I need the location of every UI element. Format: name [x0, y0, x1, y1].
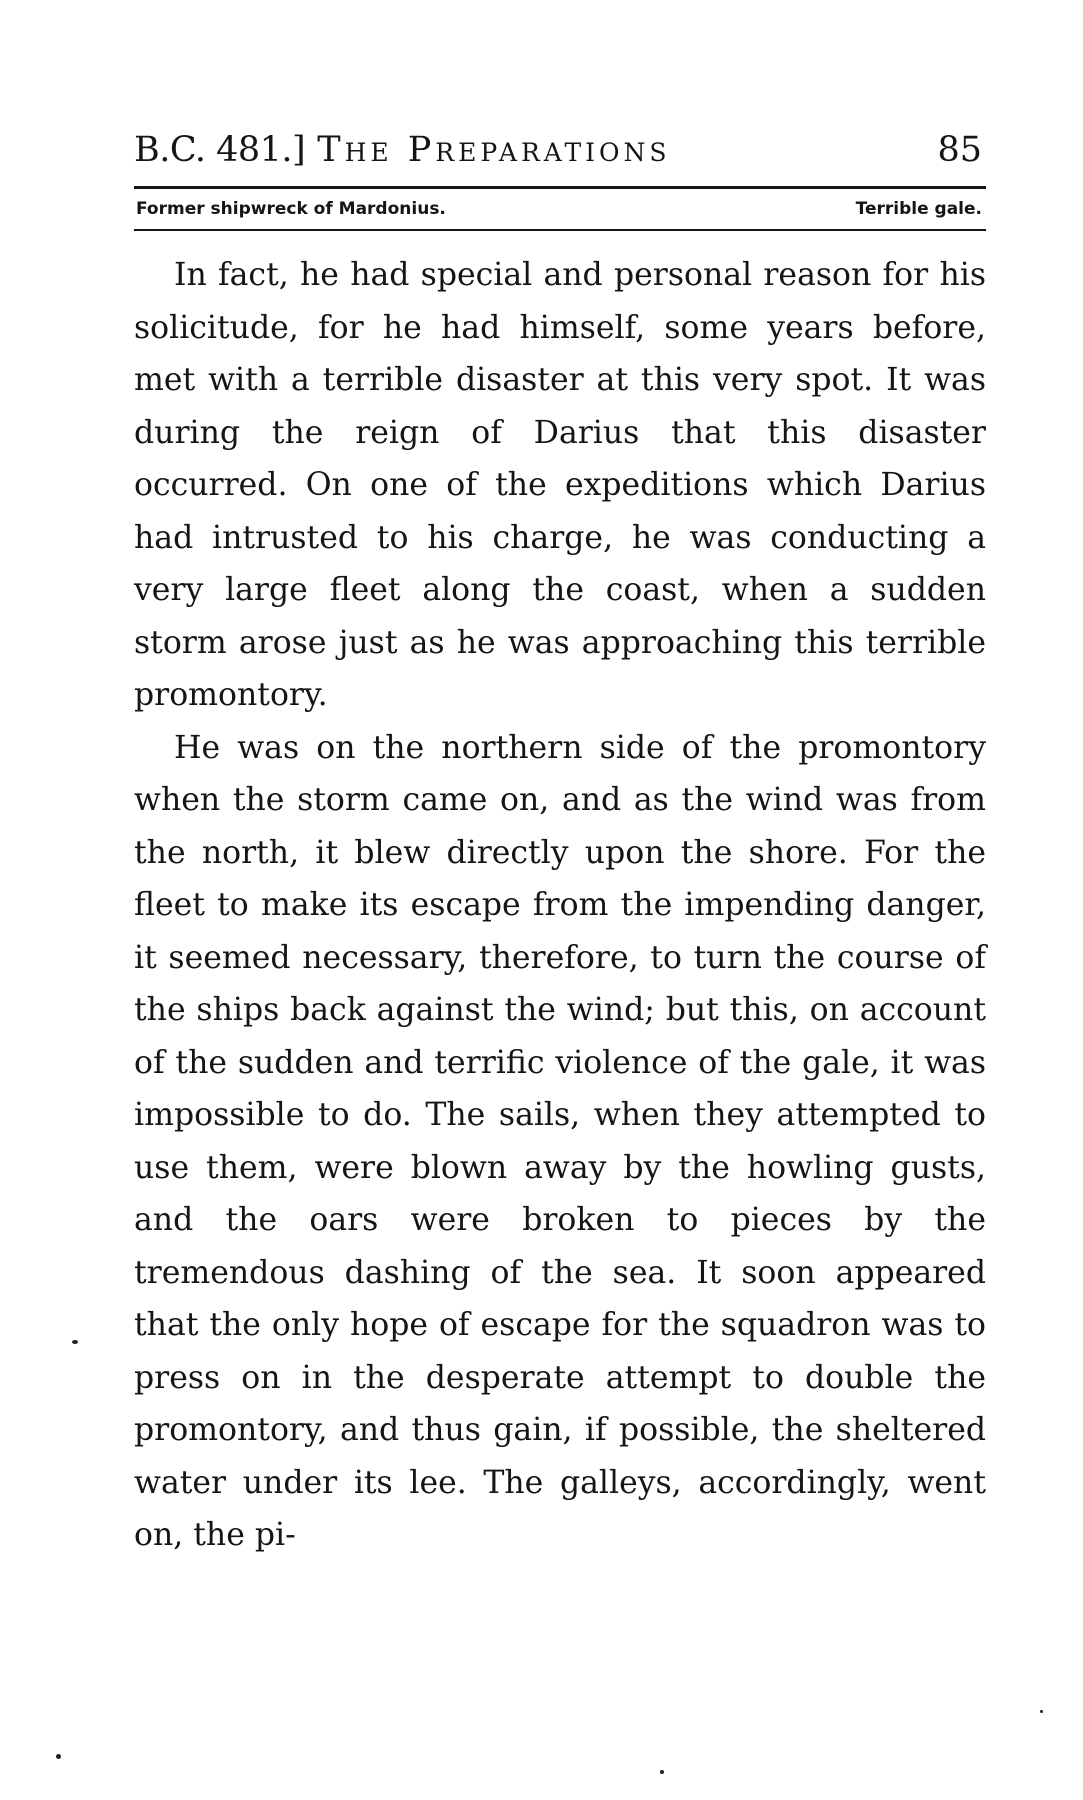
- margin-speck: [1040, 1710, 1043, 1713]
- paragraph: He was on the northern side of the promontory when the storm came on, and as the wind was from the north, it blew directly upon the shore. For the fleet to make its escape from the impending danger, it seemed necessary, therefore, to turn the course of the ships back against the wind; but this, on account of the sudden and terrific violence of the gale, it was impossible to do. The sails, when they attempted to use them, were blown away by the howling gusts, and the oars were broken to pieces by the tremendous dashing of the sea. It soon appeared that the only hope of escape for the squadron was to press on in the desperate attempt to double the promontory, and thus gain, if possible, the sheltered water under its lee. The galleys, accordingly, went on, the pi-: [134, 729, 986, 1553]
- paragraph: In fact, he had special and personal reason for his solicitude, for he had himself, some years before, met with a terrible disaster at this very spot. It was during the reign of Darius that this disaster occurred. On one of the expeditions which Darius had intrusted to his charge, he was conducting a very large fleet along the coast, when a sudden storm arose just as he was approaching this terrible promontory.: [134, 257, 986, 713]
- side-notes: [134, 189, 986, 229]
- subheader-rule: [134, 229, 986, 231]
- running-header: [134, 130, 986, 186]
- chapter-title: The Preparations: [317, 130, 671, 170]
- era-label: B.C. 481.]: [134, 130, 306, 170]
- header-left: [134, 130, 671, 170]
- side-note-right: Terrible gale.: [855, 199, 982, 219]
- margin-speck: [660, 1770, 664, 1774]
- side-note-left: Former shipwreck of Mardonius.: [136, 199, 446, 219]
- book-page: [134, 130, 986, 1562]
- margin-speck: [56, 1754, 61, 1759]
- body-text: [134, 249, 986, 1562]
- page-number: 85: [937, 130, 982, 170]
- margin-speck: [72, 1340, 78, 1344]
